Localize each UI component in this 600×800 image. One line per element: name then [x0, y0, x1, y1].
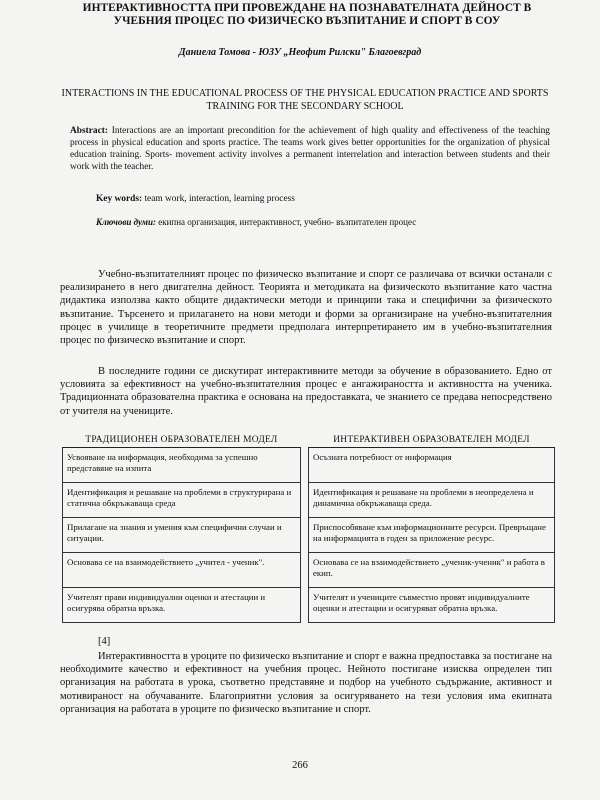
traditional-cell: Идентификация и решаване на проблеми в структурирана и статична обкръжаваща среда [63, 483, 301, 518]
table-row [63, 518, 555, 553]
education-models-table [62, 434, 555, 623]
table-row [63, 483, 555, 518]
interactive-cell: Учителят и учениците съвместно провят индивидуалните оценки и атестации и осигуряват обратна връзка. [309, 588, 555, 623]
keywords-english-text: team work, interaction, learning process [142, 194, 295, 204]
paper-title-bulgarian: ИНТЕРАКТИВНОСТТА ПРИ ПРОВЕЖДАНЕ НА ПОЗНАВАТЕЛНАТА ДЕЙНОСТ В УЧЕБНИЯ ПРОЦЕС ПО ФИЗИЧЕСКО ВЪЗПИТАНИЕ И СПОРТ В СОУ [82, 2, 532, 27]
paper-title-english: INTERACTIONS IN THE EDUCATIONAL PROCESS OF THE PHYSICAL EDUCATION PRACTICE AND SPORTS TRAINING FOR THE SECONDARY SCHOOL [61, 88, 549, 112]
traditional-cell: Усвояване на информация, необходима за успешно представяне на изпита [63, 448, 301, 483]
header-interactive-model: ИНТЕРАКТИВЕН ОБРАЗОВАТЕЛЕН МОДЕЛ [309, 434, 555, 448]
author-line: Даниела Томова - ЮЗУ „Неофит Рилски" Благоевград [178, 47, 422, 58]
traditional-cell: Учителят прави индивидуални оценки и атестации и осигурява обратна връзка. [63, 588, 301, 623]
interactive-cell: Приспособяване към информационните ресурси. Превръщане на информацията в годен за приложение ресурс. [309, 518, 555, 553]
header-traditional-model: ТРАДИЦИОНЕН ОБРАЗОВАТЕЛЕН МОДЕЛ [63, 434, 301, 448]
keywords-bulgarian [96, 217, 416, 227]
traditional-cell: Прилагане на знания и умения към специфични случаи и ситуации. [63, 518, 301, 553]
body-paragraph-3: Интерактивността в уроците по физическо възпитание и спорт е важна предпоставка за постигане на необходимите качество и ефективност на учебния процес. Нейното постигане изисква определен тип организация на работата в урока, съответно представяне и подбор на учебното съдържание, активност и мотивираност на обучаваните. Благоприятни условия за осигуряването на тези условия има екипната организация на работата в уроците по физическо възпитание и спорт. [60, 651, 552, 715]
table-row [63, 588, 555, 623]
interactive-cell: Осъзната потребност от информация [309, 448, 555, 483]
abstract-label: Abstract: [70, 126, 109, 136]
interactive-cell: Идентификация и решаване на проблеми в неопределена и динамична обкръжаваща среда. [309, 483, 555, 518]
keywords-english-label: Key words: [96, 194, 143, 204]
body-paragraph-2: В последните години се дискутират интерактивните методи за обучение в образованието. Едно от условията за ефективност на учебно-възпитателния процес е ангажираността и активността на ученика. Традиционната образователна практика е основана на предоставката, че знанието се предава непосредствено от учителя на учениците. [60, 366, 552, 417]
keywords-english [96, 194, 295, 204]
traditional-cell: Основава се на взаимодействието „учител - ученик". [63, 553, 301, 588]
table-row [63, 553, 555, 588]
keywords-bulgarian-label: Ключови думи: [96, 217, 156, 227]
abstract [70, 125, 550, 173]
citation-reference: [4] [98, 636, 111, 647]
body-paragraph-1: Учебно-възпитателният процес по физическо възпитание и спорт се различава от всички останали с реализирането в него двигателна дейност. Теорията и методиката на физическото възпитание като частна дидактика използва както общите дидактически методи и принципи така и специфични за физическото възпитание. Търсенето и прилагането на нови методи и форми за организиране на учебно-възпитателния процес в училище в теоретичните предмети предполага интерпретирането им в учебно-възпитателния процес по физическо възпитание и спорт. [60, 269, 552, 347]
table-row [63, 448, 555, 483]
interactive-cell: Основава се на взаимодействието „ученик-ученик" и работа в екип. [309, 553, 555, 588]
keywords-bulgarian-text: екипна организация, интерактивност, учебно- възпитателен процес [155, 217, 417, 227]
table-header-row [63, 434, 555, 448]
abstract-text: Interactions are an important precondition for the achievement of high quality and effectiveness of the teaching process in physical education and sports practice. The teams work gives better opportunities for the organization of physical education training. Sports- movement activity involves a permanent interrelation and interaction between students and their work with the teacher. [70, 126, 550, 172]
page-number: 266 [292, 760, 308, 771]
